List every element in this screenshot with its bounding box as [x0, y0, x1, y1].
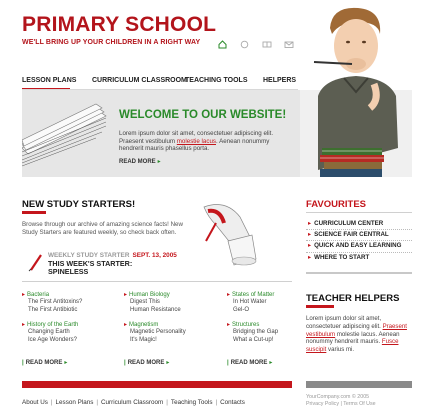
favourite-item[interactable]	[306, 241, 412, 252]
read-more-label: READ MORE	[230, 360, 268, 366]
topic-head: Structures	[232, 322, 260, 328]
topic-line: Digest This	[130, 299, 160, 306]
topic-item[interactable]	[124, 292, 181, 314]
topic-line: The First Antibiotic	[28, 306, 78, 313]
paper-stack-image	[22, 102, 110, 168]
this-week-label: THIS WEEK'S STARTER:	[48, 259, 133, 268]
topic-line: Changing Earth	[28, 329, 70, 336]
site-subtitle: WE'LL BRING UP YOUR CHILDREN IN A RIGHT WAY	[22, 39, 201, 46]
main-nav	[22, 72, 298, 88]
topic-line: It's Magic!	[130, 336, 157, 343]
favourite-item[interactable]	[306, 230, 412, 241]
sitemap-icon[interactable]	[262, 40, 272, 49]
arrow-icon: ▸	[308, 253, 312, 261]
welcome-text-part: . Aenean nonummy hendrerit mauris phasellus porta.	[119, 137, 270, 153]
topic-item[interactable]	[22, 322, 78, 344]
footer-bar-side	[306, 381, 412, 388]
policy-links[interactable]: Privacy Policy | Terms Of Use	[306, 400, 376, 407]
teacher-title-accent	[306, 305, 334, 308]
arrow-right-icon: ▸	[166, 360, 170, 366]
arrow-icon: |	[124, 360, 126, 366]
topic-item[interactable]	[22, 292, 82, 314]
separator: |	[215, 399, 218, 406]
read-more-label: READ MORE	[127, 360, 165, 366]
globe-icon[interactable]	[239, 40, 249, 49]
favourite-item[interactable]	[306, 219, 412, 230]
arrow-right-icon: ▸	[157, 159, 161, 165]
topic-item[interactable]	[124, 322, 186, 344]
footer-bar	[22, 381, 292, 388]
separator: |	[96, 399, 98, 406]
topic-line: Ice Age Wonders?	[28, 336, 77, 343]
home-icon[interactable]	[217, 40, 227, 49]
arrow-icon: |	[227, 360, 229, 366]
weekly-label-text: WEEKLY STUDY STARTER	[48, 252, 130, 259]
arrow-right-icon: ▸	[269, 360, 273, 366]
weekly-date: SEPT. 13, 2005	[132, 252, 177, 259]
read-more-label: READ MORE	[119, 159, 156, 165]
footer-link-about[interactable]: About Us	[22, 399, 48, 406]
teacher-text-part: Lorem ipsum dolor sit amet, consectetuer adipiscing elit.	[306, 315, 383, 330]
study-starters-title: NEW STUDY STARTERS!	[22, 199, 136, 210]
topics-read-more-link[interactable]	[124, 359, 169, 366]
favourite-label: SCIENCE FAIR CENTRAL	[314, 231, 389, 239]
topic-head: History of the Earth	[27, 322, 79, 328]
favourites-title: FAVOURITES	[306, 199, 366, 210]
welcome-text	[119, 130, 289, 153]
teacher-text-part: varius mi.	[326, 346, 355, 354]
nav-curriculum-classroom[interactable]: CURRICULUM CLASSROOM	[92, 77, 187, 84]
topics-read-more-link[interactable]	[22, 359, 67, 366]
mail-icon[interactable]	[284, 40, 294, 49]
topic-line: Gel-O	[233, 306, 250, 313]
topic-item[interactable]	[227, 292, 274, 314]
welcome-text-part: Lorem ipsum dolor sit amet, consectetuer adipiscing elit. Praesent vestibulum	[119, 130, 274, 145]
teacher-link[interactable]: Fusce suscipit	[306, 338, 399, 354]
rocket-scroll-image	[194, 197, 268, 271]
separator: |	[166, 399, 168, 406]
weekly-starter-label	[48, 252, 177, 259]
study-starters-description: Browse through our archive of amazing science facts! New Study Starters are featured weekly, so check back often.	[22, 221, 183, 236]
arrow-icon: ▸	[227, 322, 231, 328]
study-title-accent	[22, 211, 46, 214]
topic-line: The First Antitoxins?	[28, 299, 83, 306]
arrow-icon: ▸	[124, 292, 128, 298]
read-more-label: READ MORE	[25, 360, 63, 366]
pencil-icon	[28, 252, 44, 272]
favourite-item[interactable]	[306, 253, 412, 264]
favourite-label: WHERE TO START	[314, 253, 370, 261]
favourite-label: QUICK AND EASY LEARNING	[314, 242, 402, 250]
study-divider	[22, 281, 292, 282]
topic-line: Bridging the Gap	[233, 329, 279, 336]
favourites-list	[306, 219, 412, 264]
arrow-icon: ▸	[124, 322, 128, 328]
teacher-text-part: molestie lacus. Aenean nonummy hendrerit mauris.	[306, 330, 400, 346]
favourites-bottom-divider	[306, 272, 412, 274]
favourites-divider	[306, 212, 412, 213]
welcome-heading: WELCOME TO OUR WEBSITE!	[119, 109, 287, 121]
welcome-link[interactable]: molestie lacus	[176, 137, 216, 145]
nav-teaching-tools[interactable]: TEACHING TOOLS	[185, 77, 248, 84]
copyright-text: YourCompany.com © 2005	[306, 394, 370, 400]
arrow-icon: ▸	[308, 242, 312, 250]
nav-helpers[interactable]: HELPERS	[263, 77, 297, 84]
arrow-icon: ▸	[22, 292, 26, 298]
footer-nav	[22, 399, 245, 406]
hero-read-more-link[interactable]	[119, 158, 161, 165]
teacher-helpers-title: TEACHER HELPERS	[306, 293, 400, 304]
this-week-topic: SPINELESS	[48, 267, 89, 276]
topic-head: Bacteria	[27, 292, 50, 298]
teacher-helpers-text	[306, 315, 414, 354]
arrow-icon: ▸	[308, 220, 312, 227]
this-week-starter	[48, 260, 132, 276]
separator: |	[50, 399, 53, 406]
topic-line: Magnetic Personality	[130, 329, 186, 336]
arrow-icon: ▸	[22, 322, 26, 328]
arrow-right-icon: ▸	[64, 360, 68, 366]
topics-read-more-link[interactable]	[227, 359, 272, 366]
topic-line: In Hot Water	[233, 299, 267, 306]
arrow-icon: ▸	[227, 292, 231, 298]
topic-line: Human Resistance	[130, 306, 181, 313]
footer-link-lesson-plans[interactable]: Lesson Plans	[55, 399, 94, 406]
footer-link-teaching-tools[interactable]: Teaching Tools	[170, 399, 213, 406]
favourite-label: CURRICULUM CENTER	[314, 220, 384, 227]
copyright-block	[306, 394, 376, 407]
teacher-link[interactable]: Praesent vestibulum	[306, 322, 407, 338]
boy-with-books-photo	[300, 0, 412, 177]
arrow-icon: ▸	[308, 231, 312, 239]
topic-line: What a Cut-up!	[233, 336, 274, 343]
site-title: PRIMARY SCHOOL	[22, 13, 217, 36]
nav-lesson-plans[interactable]: LESSON PLANS	[22, 77, 77, 84]
topic-head: States of Matter	[232, 292, 275, 298]
footer-link-curriculum[interactable]: Curriculum Classroom	[101, 399, 164, 406]
arrow-icon: |	[22, 360, 24, 366]
footer-link-contacts[interactable]: Contacts	[220, 399, 245, 406]
topic-item[interactable]	[227, 322, 278, 344]
topic-head: Magnetism	[129, 322, 159, 328]
topic-head: Human Biology	[129, 292, 170, 298]
